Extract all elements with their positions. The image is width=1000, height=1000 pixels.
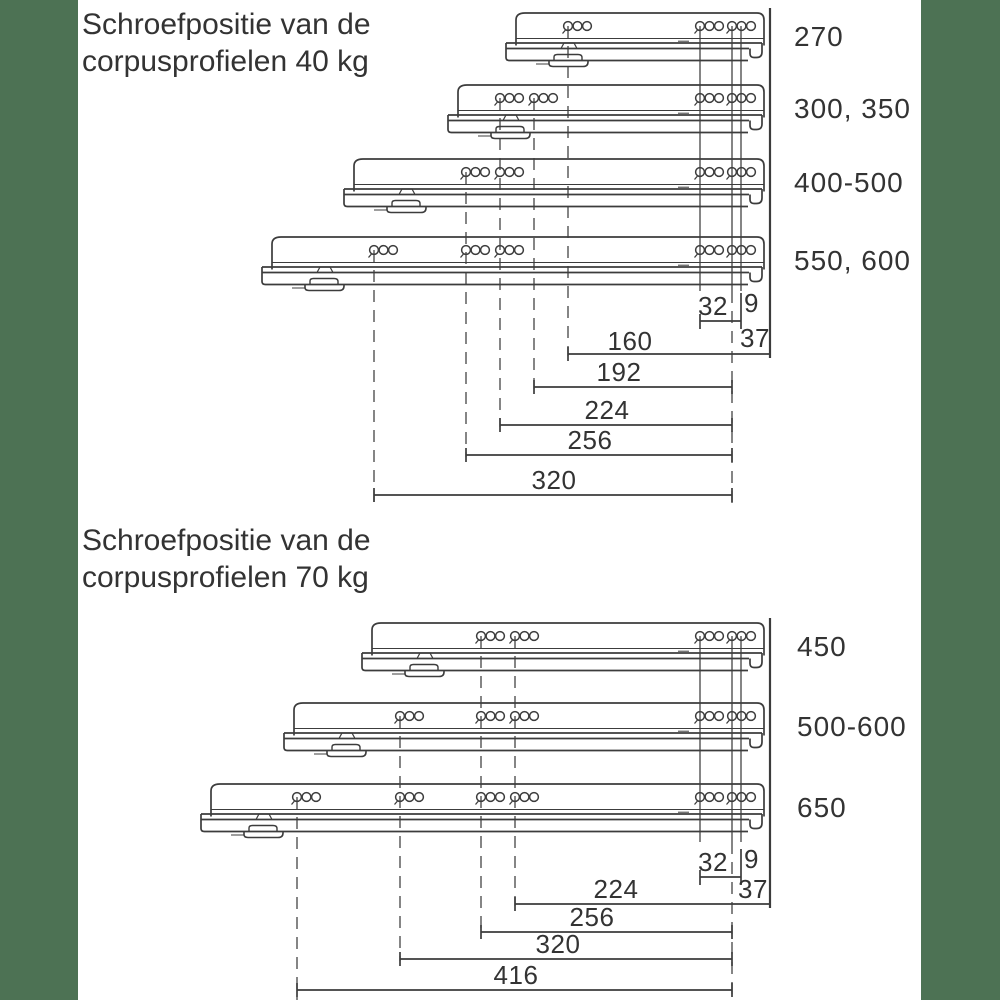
screw-hole: [389, 246, 398, 255]
screw-hole-mark: [727, 720, 730, 724]
dimension-value: 416: [493, 960, 539, 990]
screw-hole: [496, 793, 505, 802]
screw-hole-mark: [695, 801, 698, 805]
screw-hole: [520, 712, 529, 721]
rail-length-label: 500-600: [797, 711, 907, 742]
screw-hole-mark: [727, 176, 730, 180]
screw-hole: [715, 168, 724, 177]
rail-400-500: [344, 159, 764, 213]
dimension-value: 9: [744, 844, 759, 874]
rail-length-label: 450: [797, 631, 847, 662]
title-line: corpusprofielen 40 kg: [82, 45, 369, 78]
screw-hole: [481, 168, 490, 177]
screw-hole: [705, 712, 714, 721]
dimension-value: 37: [740, 323, 770, 353]
screw-hole: [705, 168, 714, 177]
screw-hole: [505, 246, 514, 255]
screw-hole: [405, 793, 414, 802]
screw-hole-mark: [292, 801, 295, 805]
screw-hole: [705, 246, 714, 255]
screw-hole: [715, 94, 724, 103]
rail-body: [294, 703, 764, 736]
screw-hole: [530, 712, 539, 721]
rail-hook: [750, 653, 762, 668]
screw-hole: [471, 168, 480, 177]
screw-hole: [379, 246, 388, 255]
screw-hole: [486, 793, 495, 802]
screw-hole: [747, 793, 756, 802]
screw-hole-mark: [563, 30, 566, 34]
rail-latch-outer: [405, 671, 444, 677]
screw-hole: [496, 632, 505, 641]
screw-hole: [302, 793, 311, 802]
screw-hole: [486, 632, 495, 641]
rail-latch-inner: [310, 279, 338, 285]
screw-hole: [530, 793, 539, 802]
rail-flange: [344, 189, 748, 207]
screw-hole: [747, 632, 756, 641]
screw-hole-mark: [476, 640, 479, 644]
rail-length-label: 300, 350: [794, 93, 911, 124]
screw-hole-mark: [510, 640, 513, 644]
screw-hole: [549, 94, 558, 103]
screw-hole-mark: [695, 102, 698, 106]
screw-hole: [515, 94, 524, 103]
rail-650: [201, 784, 764, 838]
rail-length-label: 400-500: [794, 167, 904, 198]
rail-length-label: 650: [797, 792, 847, 823]
rail-latch-inner: [332, 745, 360, 751]
screw-hole-mark: [727, 801, 730, 805]
screw-hole: [520, 793, 529, 802]
dimension-value: 192: [596, 357, 642, 387]
rail-hook: [750, 189, 762, 204]
screw-hole-mark: [529, 102, 532, 106]
screw-hole: [747, 94, 756, 103]
screw-hole: [715, 632, 724, 641]
screw-hole: [573, 22, 582, 31]
dimension-value: 320: [535, 929, 581, 959]
screw-hole: [405, 712, 414, 721]
screw-hole-mark: [727, 102, 730, 106]
screw-hole: [505, 168, 514, 177]
rail-flange: [506, 43, 748, 61]
rail-length-label: 270: [794, 21, 844, 52]
screw-hole: [747, 246, 756, 255]
screw-hole-mark: [727, 254, 730, 258]
screw-hole: [715, 22, 724, 31]
screw-hole-mark: [495, 254, 498, 258]
dimension-value: 256: [567, 425, 613, 455]
rail-flange: [448, 115, 748, 133]
screw-hole: [539, 94, 548, 103]
dimension-value: 224: [584, 395, 630, 425]
screw-hole: [481, 246, 490, 255]
rail-500-600: [284, 703, 764, 757]
screw-hole: [486, 712, 495, 721]
screw-hole: [715, 246, 724, 255]
rail-latch-outer: [327, 751, 366, 757]
rail-length-label: 550, 600: [794, 245, 911, 276]
rail-270: [506, 13, 764, 67]
rail-hook: [750, 115, 762, 130]
rail-flange: [362, 653, 748, 671]
dimension-value: 37: [738, 874, 768, 904]
rail-latch-outer: [549, 61, 588, 67]
dimension-value: 320: [531, 465, 577, 495]
rail-latch-outer: [491, 133, 530, 139]
screw-hole-mark: [495, 176, 498, 180]
screw-hole-mark: [695, 254, 698, 258]
screw-hole-mark: [695, 176, 698, 180]
title-line: Schroefpositie van de: [82, 524, 371, 557]
screw-hole: [715, 793, 724, 802]
rail-latch-inner: [410, 665, 438, 671]
rail-latch-outer: [244, 832, 283, 838]
dimension-value: 160: [607, 326, 653, 356]
dimension-value: 9: [744, 288, 759, 318]
screw-hole: [747, 712, 756, 721]
screw-hole: [515, 168, 524, 177]
screw-hole-mark: [476, 720, 479, 724]
screw-hole-mark: [510, 801, 513, 805]
screw-hole: [583, 22, 592, 31]
rail-body: [372, 623, 764, 656]
screw-hole-mark: [695, 720, 698, 724]
screw-hole: [705, 94, 714, 103]
title-line: corpusprofielen 70 kg: [82, 561, 369, 594]
dimension-value: 256: [569, 902, 615, 932]
rail-hook: [750, 43, 762, 58]
title-line: Schroefpositie van de: [82, 8, 371, 41]
screw-hole: [505, 94, 514, 103]
screw-hole-mark: [495, 102, 498, 106]
rail-latch-outer: [387, 207, 426, 213]
rail-hook: [750, 814, 762, 829]
screw-hole: [705, 22, 714, 31]
rail-450: [362, 623, 764, 677]
screw-hole-mark: [695, 640, 698, 644]
screw-hole-mark: [369, 254, 372, 258]
rail-300-350: [448, 85, 764, 139]
screw-hole-mark: [476, 801, 479, 805]
screw-hole-mark: [695, 30, 698, 34]
rail-550-600: [262, 237, 764, 291]
rail-hook: [750, 267, 762, 282]
screw-hole: [520, 632, 529, 641]
screw-hole-mark: [727, 30, 730, 34]
screw-hole-mark: [461, 176, 464, 180]
screw-hole-mark: [395, 801, 398, 805]
screw-hole-mark: [461, 254, 464, 258]
screw-hole: [747, 168, 756, 177]
screw-hole: [747, 22, 756, 31]
rail-flange: [262, 267, 748, 285]
screw-hole-mark: [395, 720, 398, 724]
screw-hole: [312, 793, 321, 802]
screw-hole: [415, 793, 424, 802]
screw-hole: [705, 793, 714, 802]
dimension-value: 224: [593, 874, 639, 904]
screw-hole: [705, 632, 714, 641]
dimension-value: 32: [698, 847, 728, 877]
screw-hole-mark: [510, 720, 513, 724]
rail-flange: [201, 814, 748, 832]
rail-latch-outer: [305, 285, 344, 291]
rail-hook: [750, 733, 762, 748]
rail-body: [516, 13, 764, 46]
screw-hole: [515, 246, 524, 255]
rail-latch-inner: [249, 826, 277, 832]
screw-hole: [715, 712, 724, 721]
rail-latch-inner: [392, 201, 420, 207]
screw-hole-mark: [727, 640, 730, 644]
screw-hole: [530, 632, 539, 641]
dimension-value: 32: [698, 291, 728, 321]
screw-hole: [415, 712, 424, 721]
screw-hole: [471, 246, 480, 255]
screw-hole: [496, 712, 505, 721]
